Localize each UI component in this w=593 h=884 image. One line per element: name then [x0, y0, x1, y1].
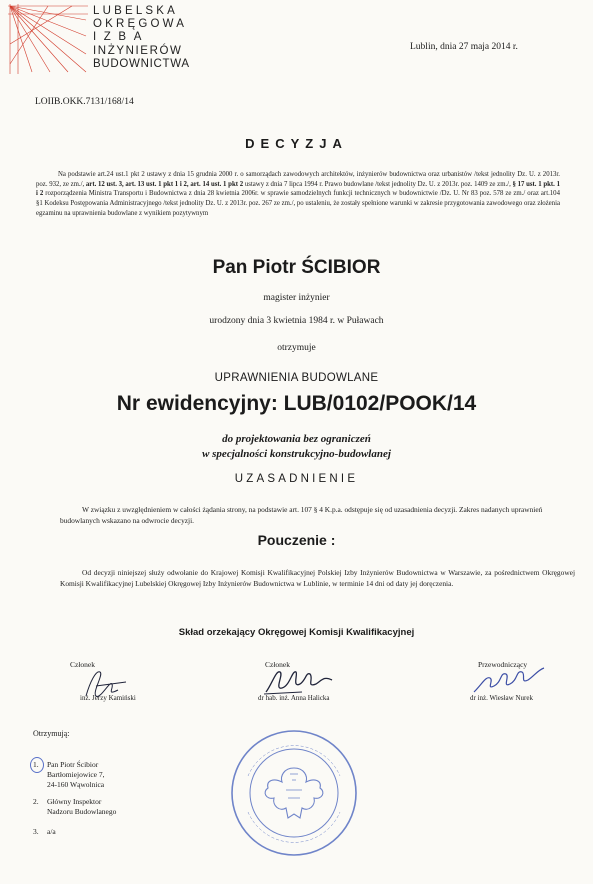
member-role: Członek [265, 660, 290, 669]
reference-number: LOIIB.OKK.7131/168/14 [35, 97, 134, 107]
person-degree: magister inżynier [263, 293, 330, 303]
logo-line: LUBELSKA [93, 5, 179, 17]
logo-line: INŻYNIERÓW [93, 44, 183, 57]
specialty-line: w specjalności konstrukcyjno-budowlanej [202, 448, 391, 460]
legal-basis-part: § 17 ust. 1 pkt. 1 i 2 [36, 180, 560, 198]
panel-title: Skład orzekający Okręgowej Komisji Kwalifikacyjnej [178, 627, 415, 638]
logo-line: OKRĘGOWA [93, 18, 188, 31]
recipient-item [33, 797, 116, 817]
recipient-line: 24-160 Wąwolnica [47, 780, 105, 789]
recipient-line: Pan Piotr Ścibior [47, 760, 99, 769]
member-role: Członek [70, 660, 95, 669]
logo-line: IZBA [93, 31, 149, 44]
recipient-number: 1. [33, 760, 39, 769]
instruction-text: Od decyzji niniejszej służy odwołanie do Krajowej Komisji Kwalifikacyjnej Polskiej Izby Inżynierów Budownictwa w Warszawie, za pośrednictwem Okręgowej Komisji Kwalifikacyjnej Lubelskiej Okręgowej Izby Inżynierów Budownictwa w Lublinie, w terminie 14 dni od daty jej doręczenia. [60, 568, 575, 588]
decision-title: DECYZJA [245, 136, 348, 151]
official-stamp-icon [226, 726, 362, 860]
legal-basis-part: rozporządzenia Ministra Transportu i Budownictwa z dnia 28 kwietnia 2006r. w sprawie samodzielnych funkcji technicznych w budownictwie /Dz. U. Nr 83 poz. 578 ze zm./ oraz art.104 §1 Kodeksu Postępowania Administracyjnego /tekst jednolity Dz. U. z 2013r. poz. 267 ze zm./, po ustaleniu, że zostały spełnione warunki w zakresie przygotowania zawodowego oraz złożenia egzaminu na uprawnienia budowlane z wynikiem pozytywnym [36, 190, 560, 217]
signature-icon [66, 662, 146, 702]
legal-basis-part: ustawy z dnia 7 lipca 1994 r. Prawo budowlane /tekst jednolity Dz. U. z 2013r. poz. 1409 ze zm./, [243, 180, 513, 188]
signature-icon [262, 664, 342, 698]
scope-line: do projektowania bez ograniczeń [222, 433, 371, 445]
legal-basis-part: Na podstawie art.24 ust.1 pkt 2 ustawy z dnia 15 grudnia 2000 r. o samorządach zawodowych architektów, inżynierów budownictwa oraz urbanistów /tekst jednolity Dz. U. z 2013r. poz. 932, ze zm./, [36, 171, 560, 188]
registration-number: Nr ewidencyjny: LUB/0102/POOK/14 [116, 392, 477, 415]
recipient-number: 2. [33, 797, 39, 806]
member-name: dr inż. Wiesław Nurek [470, 694, 533, 702]
person-birth: urodzony dnia 3 kwietnia 1984 r. w Puławach [209, 316, 384, 326]
member-name: dr hab. inż. Anna Halicka [258, 694, 330, 702]
legal-basis [36, 170, 560, 219]
recipient-item [33, 827, 56, 837]
recipient-line: a/a [47, 827, 56, 836]
recipients-label: Otrzymują: [33, 729, 70, 738]
legal-basis-part: art. 12 ust. 3, art. 13 ust. 1 pkt 1 i 2, art. 14 ust. 1 pkt 2 [85, 180, 244, 188]
recipient-line: Nadzoru Budowlanego [47, 807, 117, 816]
recipient-line: Bartłomiejowice 7, [47, 770, 105, 779]
instruction-title: Pouczenie : [257, 532, 336, 548]
recipient-item [33, 760, 104, 790]
member-role: Przewodniczący [478, 660, 528, 669]
document-date: Lublin, dnia 27 maja 2014 r. [410, 42, 518, 52]
person-name: Pan Piotr ŚCIBIOR [212, 257, 381, 278]
logo-line: BUDOWNICTWA [93, 57, 190, 70]
recipient-number: 3. [33, 827, 39, 836]
rights-title: UPRAWNIENIA BUDOWLANE [214, 372, 379, 384]
recipient-line: Główny Inspektor [47, 797, 102, 806]
receives-label: otrzymuje [277, 343, 316, 353]
chamber-logo-icon [8, 4, 88, 74]
justification-title: UZASADNIENIE [234, 473, 359, 485]
signature-icon [468, 662, 548, 696]
member-name: inż. Jerzy Kamiński [80, 694, 136, 702]
chamber-name [93, 5, 190, 71]
justification-text: W związku z uwzględnieniem w całości żądania strony, na podstawie art. 107 § 4 K.p.a. odstępuje się od uzasadnienia decyzji. Zakres nadanych uprawnień budowlanych wskazano na odwrocie decyzji. [60, 505, 543, 525]
